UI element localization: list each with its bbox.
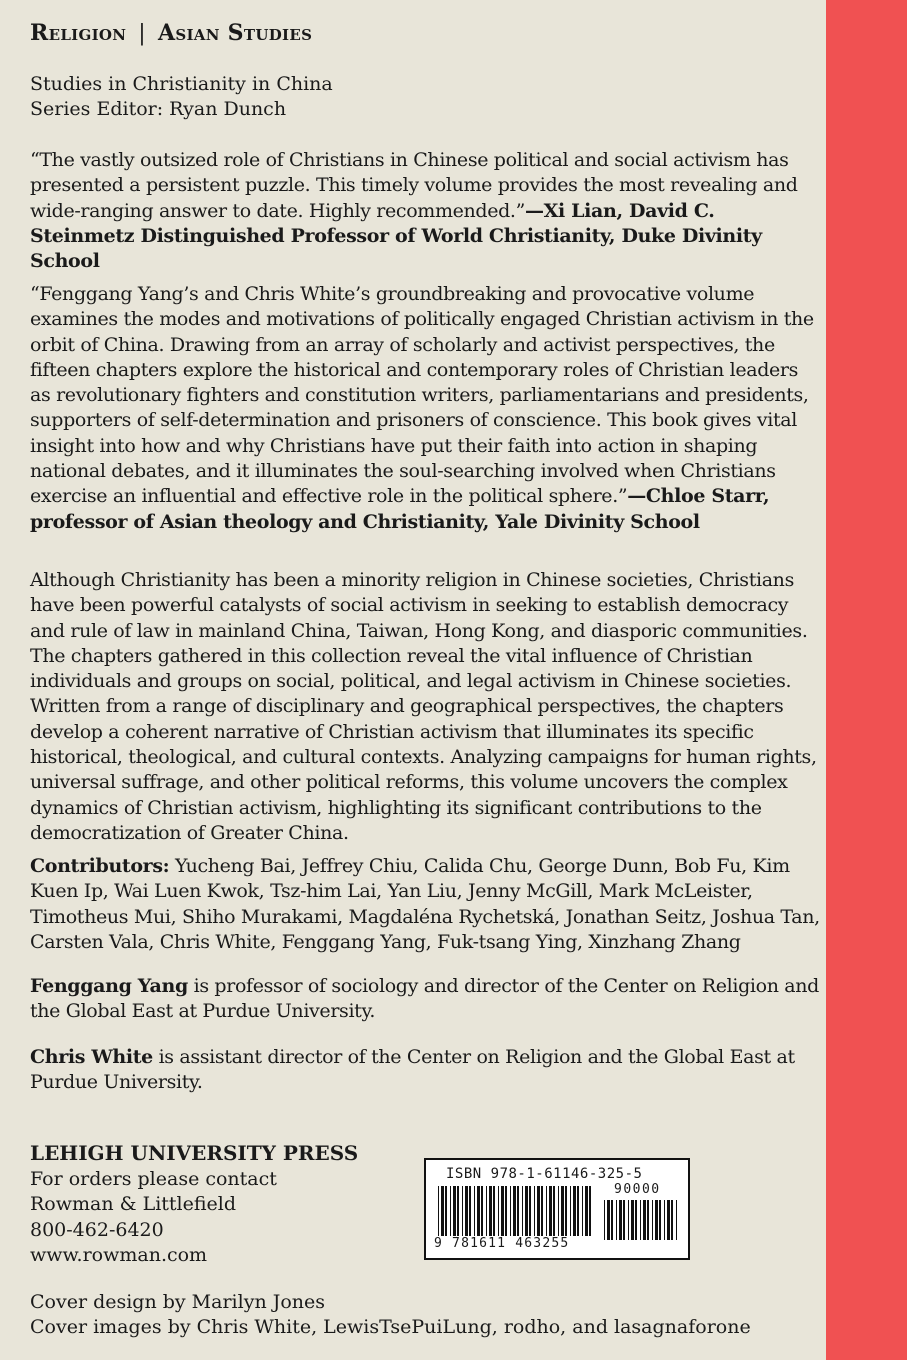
barcode-bar	[652, 1200, 653, 1240]
barcode-bar	[445, 1186, 447, 1236]
barcode-bar	[573, 1186, 576, 1236]
barcode-bar	[667, 1200, 670, 1240]
barcode-bar	[577, 1186, 579, 1236]
barcode-bar	[529, 1186, 531, 1236]
author-name-white: Chris White	[30, 1046, 153, 1068]
series-name: Studies in Christianity in China	[30, 73, 333, 95]
barcode-bar	[474, 1186, 475, 1236]
barcode-bar	[450, 1186, 451, 1236]
barcode-bar	[604, 1200, 605, 1240]
cover-images-credit: Cover images by Chris White, LewisTsePuiLung, rodho, and lasagnaforone	[30, 1316, 751, 1338]
cover-credits	[30, 1290, 751, 1340]
barcode-bar	[517, 1186, 519, 1236]
barcode-bar	[582, 1186, 583, 1236]
category-separator: |	[138, 21, 146, 46]
author-bio-white-text: is assistant director of the Center on Religion and the Global East at Purdue University.	[30, 1046, 795, 1094]
orders-line: For orders please contact	[30, 1167, 277, 1190]
barcode-bar	[453, 1186, 456, 1236]
author-bio-white	[30, 1045, 820, 1096]
series-editor: Series Editor: Ryan Dunch	[30, 98, 287, 120]
barcode-bar	[481, 1186, 483, 1236]
barcode-bar	[561, 1186, 564, 1236]
barcode-bar	[616, 1200, 617, 1240]
barcode-bar	[462, 1186, 463, 1236]
barcode-bar	[534, 1186, 535, 1236]
barcode-bar	[619, 1200, 622, 1240]
series-info	[30, 72, 333, 122]
barcode-bar	[546, 1186, 547, 1236]
barcode-addon-number: 90000	[614, 1182, 661, 1197]
barcode-bar	[522, 1186, 523, 1236]
endorsement-1	[30, 148, 820, 274]
barcode-bar	[558, 1186, 559, 1236]
barcode-bar	[525, 1186, 528, 1236]
category-heading	[30, 20, 312, 46]
contributors-names: Yucheng Bai, Jeffrey Chiu, Calida Chu, George Dunn, Bob Fu, Kim Kuen Ip, Wai Luen Kwok, Tsz-him Lai, Yan Liu, Jenny McGill, Mark McLeister, Timotheus Mui, Shiho Murakami, Magdaléna Rychetská, Jonathan Seitz, Joshua Tan, Carsten Vala, Chris White, Fenggang Yang, Fuk-tsang Ying, Xinzhang Zhang	[30, 855, 820, 953]
barcode-bar	[477, 1186, 480, 1236]
barcode-bar	[438, 1186, 439, 1236]
barcode-bar	[441, 1186, 444, 1236]
category-religion: Religion	[30, 20, 127, 46]
barcode-bar	[655, 1200, 658, 1240]
phone-number: 800-462-6420	[30, 1218, 164, 1241]
ean-digits: 9 781611 463255	[434, 1236, 570, 1251]
barcode-bar	[498, 1186, 499, 1236]
endorsement-1-attribution: —Xi Lian, David C. Steinmetz Distinguished Professor of World Christianity, Duke Divinity School	[30, 199, 762, 273]
barcode-bar	[643, 1200, 646, 1240]
author-bio-yang-text: is professor of sociology and director of the Center on Religion and the Global East at Purdue University.	[30, 975, 819, 1023]
barcode-bar	[549, 1186, 552, 1236]
barcode-bar	[553, 1186, 555, 1236]
barcode-bar	[659, 1200, 661, 1240]
barcode-bar	[607, 1200, 610, 1240]
barcode-bar	[513, 1186, 516, 1236]
addon-barcode-bars	[602, 1200, 680, 1240]
barcode-bar	[585, 1186, 588, 1236]
contributors-label: Contributors:	[30, 855, 170, 877]
endorsement-2	[30, 282, 820, 535]
isbn-label: ISBN 978-1-61146-325-5	[446, 1166, 643, 1182]
barcode-bar	[457, 1186, 459, 1236]
barcode-bar	[589, 1186, 591, 1236]
publisher-info	[30, 1141, 358, 1269]
barcode-bar	[510, 1186, 511, 1236]
author-bio-yang	[30, 974, 820, 1025]
endorsement-1-quote: “The vastly outsized role of Christians in Chinese political and social activism has presented a persistent puzzle. This timely volume provides the most revealing and wide-ranging answer to date. Highly recommended.”	[30, 149, 798, 222]
barcode-bar	[623, 1200, 625, 1240]
publisher-name: LEHIGH UNIVERSITY PRESS	[30, 1141, 359, 1165]
red-side-stripe	[826, 0, 907, 1360]
barcode-bar	[565, 1186, 567, 1236]
barcode-bar	[541, 1186, 543, 1236]
barcode-bar	[505, 1186, 507, 1236]
barcode-bar	[465, 1186, 468, 1236]
barcode-bar	[631, 1200, 634, 1240]
barcode-bar	[611, 1200, 613, 1240]
contributors	[30, 854, 820, 955]
isbn-barcode	[424, 1158, 690, 1260]
endorsement-2-attribution: —Chloe Starr, professor of Asian theology and Christianity, Yale Divinity School	[30, 485, 770, 533]
barcode-bar	[489, 1186, 492, 1236]
book-description: Although Christianity has been a minority religion in Chinese societies, Christians have been powerful catalysts of social activism in seeking to establish democracy and rule of law in mainland China, Taiwan, Hong Kong, and diasporic communities. The chapters gathered in this collection reveal the vital influence of Christian individuals and groups on social, political, and legal activism in Chinese societies. Written from a range of disciplinary and geographical perspectives, the chapters develop a coherent narrative of Christian activism that illuminates its specific historical, theological, and cultural contexts. Analyzing campaigns for human rights, universal suffrage, and other political reforms, this volume uncovers the complex dynamics of Christian activism, highlighting its significant contributions to the democratization of Greater China.	[30, 569, 817, 844]
barcode-bar	[676, 1200, 677, 1240]
barcode-bar	[501, 1186, 504, 1236]
barcode-bar	[537, 1186, 540, 1236]
author-name-yang: Fenggang Yang	[30, 975, 188, 997]
ean-barcode-bars	[436, 1186, 596, 1236]
distributor-name: Rowman & Littlefield	[30, 1193, 237, 1215]
barcode-bar	[647, 1200, 649, 1240]
website-link[interactable]: www.rowman.com	[30, 1244, 208, 1266]
barcode-bar	[628, 1200, 629, 1240]
barcode-bar	[469, 1186, 471, 1236]
barcode-bar	[493, 1186, 495, 1236]
barcode-bar	[486, 1186, 487, 1236]
endorsement-2-quote: “Fenggang Yang’s and Chris White’s groundbreaking and provocative volume examines the modes and motivations of politically engaged Christian activism in the orbit of China. Drawing from an array of scholarly and activist perspectives, the fifteen chapters explore the historical and contemporary roles of Christian leaders as revolutionary fighters and constitution writers, parliamentarians and presidents, supporters of self-determination and prisoners of conscience. This book gives vital insight into how and why Christians have put their faith into action in shaping national debates, and it illuminates the soul-searching involved when Christians exercise an influential and effective role in the political sphere.”	[30, 283, 814, 508]
category-asian-studies: Asian Studies	[157, 20, 313, 46]
barcode-bar	[570, 1186, 571, 1236]
barcode-bar	[635, 1200, 637, 1240]
barcode-bar	[640, 1200, 641, 1240]
barcode-bar	[671, 1200, 673, 1240]
cover-design-credit: Cover design by Marilyn Jones	[30, 1291, 326, 1313]
barcode-bar	[664, 1200, 665, 1240]
